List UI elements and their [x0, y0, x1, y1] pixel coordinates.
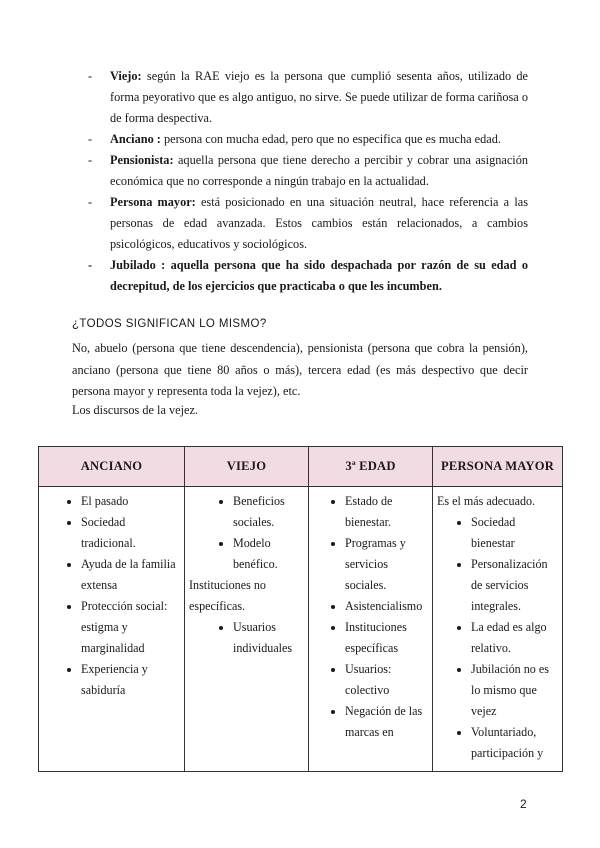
list-item: • Voluntariado, participación y [471, 722, 558, 764]
definition-item: - Anciano : persona con mucha edad, pero que no especifica que es mucha edad. [88, 132, 501, 146]
list-item: • Negación de las marcas en [345, 701, 428, 743]
mayor-plain-text: Es el más adecuado. [437, 494, 536, 508]
header-persona-mayor: PERSONA MAYOR [433, 447, 563, 487]
definition-term: Pensionista: [110, 153, 174, 167]
definition-text: aquella persona que ha sido despachada por razón de su edad o decrepitud, de los ejercicios que practicaba o que les incumben. [110, 258, 529, 293]
header-viejo: VIEJO [185, 447, 309, 487]
list-item: • Ayuda de la familia extensa [81, 554, 180, 596]
list-item: • Programas y servicios sociales. [345, 533, 428, 596]
definition-text: persona con mucha edad, pero que no especifica que es mucha edad. [160, 132, 501, 146]
cell-persona-mayor [433, 487, 563, 772]
discourses-table [38, 446, 563, 772]
table-header-row [39, 447, 563, 487]
header-tercera-edad: 3ª EDAD [309, 447, 433, 487]
list-item: • Usuarios individuales [233, 617, 304, 659]
definition-term: Viejo: [110, 69, 142, 83]
list-item: • Modelo benéfico. [233, 533, 304, 575]
definition-item: - Viejo: según la RAE viejo es la persona que cumplió sesenta años, utilizado de forma peyorativo que es algo antiguo, no sirve. Se puede utilizar de forma cariñosa o de forma despectiva. [88, 69, 528, 125]
definition-item: - Pensionista: aquella persona que tiene derecho a percibir y cobrar una asignación económica que no corresponde a ningún trabajo en la actualidad. [88, 153, 528, 188]
definition-text: según la RAE viejo es la persona que cumplió sesenta años, utilizado de forma peyorativo que es algo antiguo, no sirve. Se puede utilizar de forma cariñosa o de forma despectiva. [110, 69, 528, 125]
cell-anciano [39, 487, 185, 772]
anciano-list [43, 491, 180, 701]
definition-term: Jubilado : [110, 258, 166, 272]
list-item: • La edad es algo relativo. [471, 617, 558, 659]
question-heading: ¿TODOS SIGNIFICAN LO MISMO? [72, 318, 267, 330]
definition-item: - Jubilado : aquella persona que ha sido despachada por razón de su edad o decrepitud, de los ejercicios que practicaba o que les incumben. [88, 258, 529, 293]
definition-text: aquella persona que tiene derecho a percibir y cobrar una asignación económica que no corresponde a ningún trabajo en la actualidad. [110, 153, 528, 188]
discourses-label: Los discursos de la vejez. [72, 403, 199, 417]
tercera-edad-list [313, 491, 428, 743]
definition-item: - Persona mayor: está posicionado en una situación neutral, hace referencia a las personas de edad avanzada. Estos cambios están relacionados, a cambios psicológicos, educativos y sociológicos. [88, 195, 528, 251]
viejo-list-a [189, 491, 304, 575]
list-item: • Personalización de servicios integrales. [471, 554, 558, 617]
viejo-plain-text: Instituciones no específicas. [189, 578, 266, 613]
page-number: 2 [520, 797, 527, 811]
list-item: • Jubilación no es lo mismo que vejez [471, 659, 558, 722]
list-item: • El pasado [81, 491, 180, 512]
cell-viejo [185, 487, 309, 772]
table-body-row [39, 487, 563, 772]
list-item: • Asistencialismo [345, 596, 428, 617]
definition-text: está posicionado en una situación neutral, hace referencia a las personas de edad avanzada. Estos cambios están relacionados, a cambios psicológicos, educativos y sociológicos. [110, 195, 528, 251]
cell-tercera-edad [309, 487, 433, 772]
list-item: • Estado de bienestar. [345, 491, 428, 533]
list-item: • Sociedad bienestar [471, 512, 558, 554]
list-item: • Usuarios: colectivo [345, 659, 428, 701]
list-item: • Protección social: estigma y marginalidad [81, 596, 180, 659]
list-item: • Instituciones específicas [345, 617, 428, 659]
list-item: • Experiencia y sabiduría [81, 659, 180, 701]
definitions-list [88, 66, 528, 297]
persona-mayor-list [437, 512, 558, 764]
header-anciano: ANCIANO [39, 447, 185, 487]
definition-term: Persona mayor: [110, 195, 196, 209]
viejo-list-b [189, 617, 304, 659]
answer-paragraph: No, abuelo (persona que tiene descendencia), pensionista (persona que cobra la pensión), anciano (persona que tiene 80 años o más), tercera edad (es más despectivo que decir persona mayor y representa toda la vejez), etc. [72, 341, 528, 398]
definition-term: Anciano : [110, 132, 161, 146]
list-item: • Beneficios sociales. [233, 491, 304, 533]
list-item: • Sociedad tradicional. [81, 512, 180, 554]
